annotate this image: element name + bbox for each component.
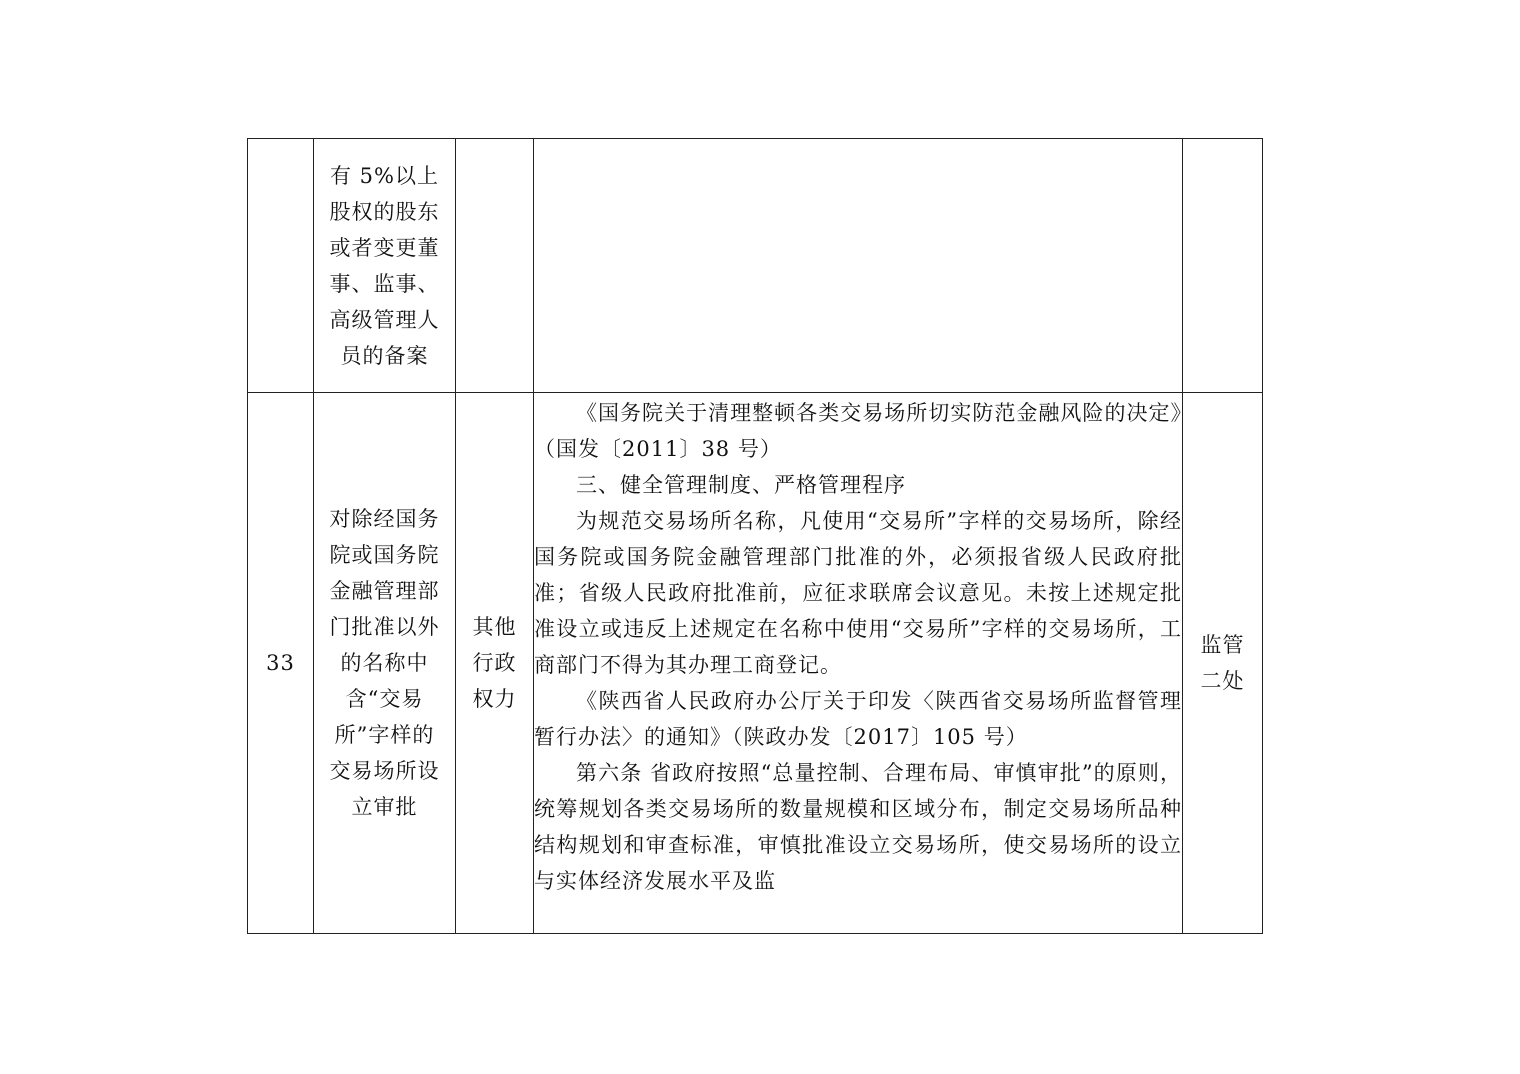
- row-number: 33: [266, 651, 295, 675]
- item-name: 有 5%以上股权的股东或者变更董事、监事、高级管理人员的备案: [329, 163, 440, 368]
- legal-basis-paragraph: 第六条 省政府按照“总量控制、合理布局、审慎审批”的原则，统筹规划各类交易场所的数量规模和区域分布，制定交易场所品种结构规划和审查标准，审慎批准设立交易场所，使交易场所的设立与实体经济发展水平及监: [534, 761, 1182, 893]
- legal-basis-paragraph: 为规范交易场所名称，凡使用“交易所”字样的交易场所，除经国务院或国务院金融管理部门批准的外，必须报省级人民政府批准；省级人民政府批准前，应征求联席会议意见。未按上述规定批准设立或违反上述规定在名称中使用“交易所”字样的交易场所，工商部门不得为其办理工商登记。: [534, 509, 1182, 677]
- item-name-cell: [314, 393, 456, 934]
- row-number-cell: [248, 139, 314, 393]
- power-type: 其他行政权力: [472, 615, 517, 711]
- legal-basis-paragraph: 《陕西省人民政府办公厅关于印发〈陕西省交易场所监督管理暂行办法〉的通知》（陕政办发〔2017〕105 号）: [534, 689, 1182, 749]
- department: 监管二处: [1200, 633, 1245, 693]
- row-number-cell: [248, 393, 314, 934]
- department-cell: [1183, 393, 1263, 934]
- table-row: [248, 393, 1263, 934]
- table-row: [248, 139, 1263, 393]
- legal-basis-cell: [534, 393, 1183, 934]
- item-name: 对除经国务院或国务院金融管理部门批准以外的名称中含“交易所”字样的交易场所设立审批: [329, 507, 440, 819]
- legal-basis-paragraph: 三、健全管理制度、严格管理程序: [576, 473, 906, 497]
- item-name-cell: [314, 139, 456, 393]
- legal-basis-paragraph: 《国务院关于清理整顿各类交易场所切实防范金融风险的决定》（国发〔2011〕38 号）: [534, 401, 1182, 461]
- power-type-cell: [456, 139, 534, 393]
- legal-basis-cell: [534, 139, 1183, 393]
- legal-basis-list: [534, 395, 1182, 899]
- power-type-cell: [456, 393, 534, 934]
- department-cell: [1183, 139, 1263, 393]
- document-table: [247, 138, 1263, 934]
